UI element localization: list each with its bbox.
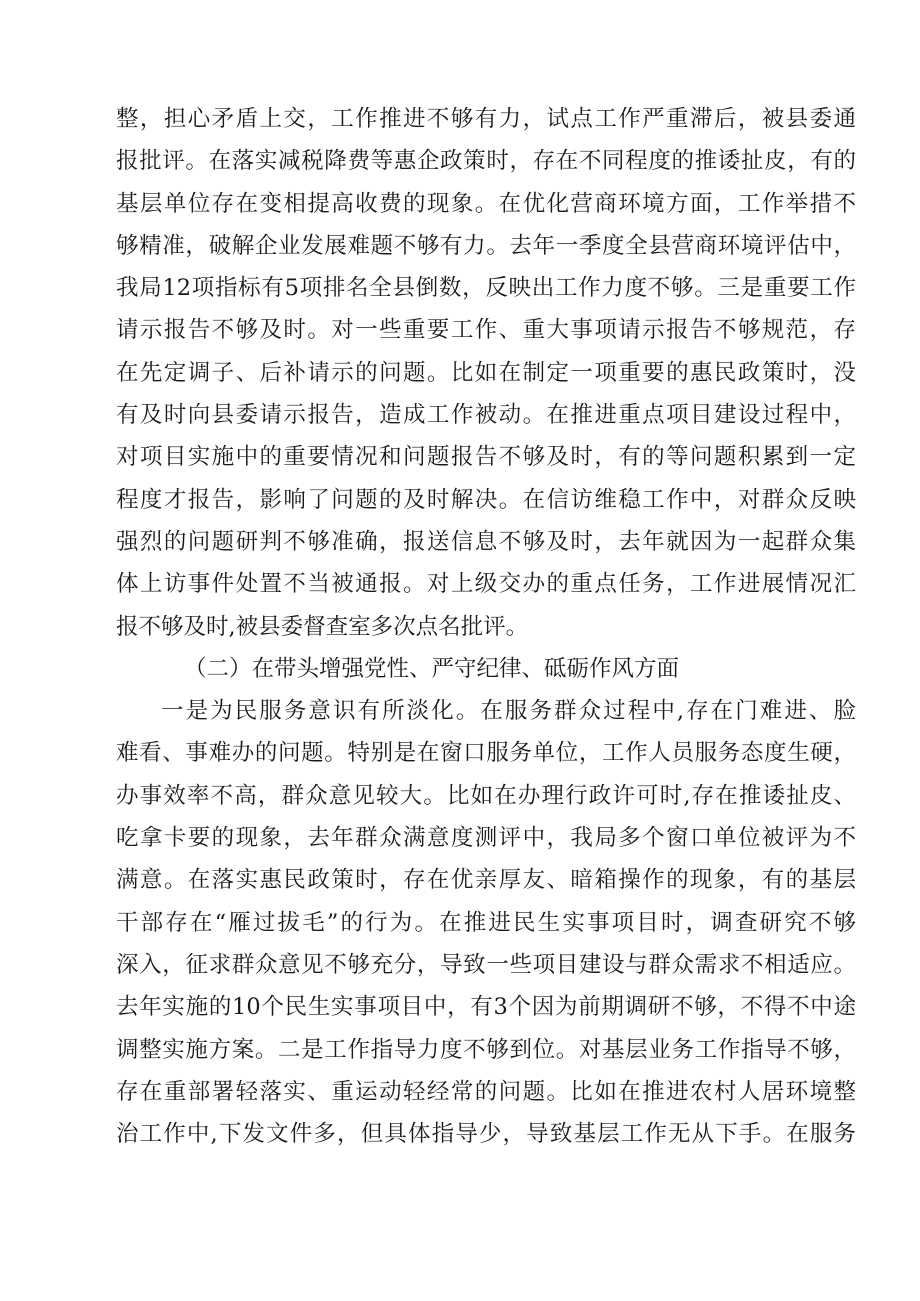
- text-line: 去年实施的10个民生实事项目中，有3个因为前期调研不够，不得不中途: [116, 994, 856, 1021]
- text-line: 在先定调子、后补请示的问题。比如在制定一项重要的惠民政策时，没: [116, 359, 856, 386]
- text-line: 报不够及时,被县委督查室多次点名批评。: [116, 613, 529, 640]
- text-line: 满意。在落实惠民政策时，存在优亲厚友、暗箱操作的现象，有的基层: [116, 867, 856, 894]
- document-body: [116, 98, 856, 1155]
- text-line: 难看、事难办的问题。特别是在窗口服务单位，工作人员服务态度生硬，: [116, 740, 856, 767]
- text-line: 存在重部署轻落实、重运动轻经常的问题。比如在推进农村人居环境整: [116, 1078, 856, 1105]
- text-line: 吃拿卡要的现象，去年群众满意度测评中，我局多个窗口单位被评为不: [116, 825, 856, 852]
- text-line: 请示报告不够及时。对一些重要工作、重大事项请示报告不够规范，存: [116, 317, 856, 344]
- text-line: 有及时向县委请示报告，造成工作被动。在推进重点项目建设过程中，: [116, 402, 856, 429]
- text-line: 深入，征求群众意见不够充分，导致一些项目建设与群众需求不相适应。: [116, 951, 856, 978]
- text-line: 报批评。在落实减税降费等惠企政策时，存在不同程度的推诿扯皮，有的: [116, 148, 856, 175]
- text-line: 基层单位存在变相提高收费的现象。在优化营商环境方面，工作举措不: [116, 190, 856, 217]
- section-heading: （二）在带头增强党性、严守纪律、砥砺作风方面: [184, 655, 680, 682]
- text-line: 强烈的问题研判不够准确，报送信息不够及时，去年就因为一起群众集: [116, 528, 856, 555]
- text-line: 我局12项指标有5项排名全县倒数，反映出工作力度不够。三是重要工作: [116, 275, 856, 302]
- text-line: 够精准，破解企业发展难题不够有力。去年一季度全县营商环境评估中，: [116, 232, 856, 259]
- text-line: 整，担心矛盾上交，工作推进不够有力，试点工作严重滞后，被县委通: [116, 106, 856, 132]
- text-line: 干部存在“雁过拔毛”的行为。在推进民生实事项目时，调查研究不够: [116, 909, 856, 936]
- text-line: 治工作中,下发文件多，但具体指导少，导致基层工作无从下手。在服务: [116, 1121, 856, 1148]
- text-line: 程度才报告，影响了问题的及时解决。在信访维稳工作中，对群众反映: [116, 486, 856, 513]
- text-line: 办事效率不高，群众意见较大。比如在办理行政许可时,存在推诿扯皮、: [116, 782, 856, 809]
- text-line: 体上访事件处置不当被通报。对上级交办的重点任务，工作进展情况汇: [116, 571, 856, 598]
- text-line: 调整实施方案。二是工作指导力度不够到位。对基层业务工作指导不够，: [116, 1036, 856, 1063]
- text-line: 对项目实施中的重要情况和问题报告不够及时，有的等问题积累到一定: [116, 444, 856, 471]
- text-line: 一是为民服务意识有所淡化。在服务群众过程中,存在门难进、脸: [161, 698, 856, 725]
